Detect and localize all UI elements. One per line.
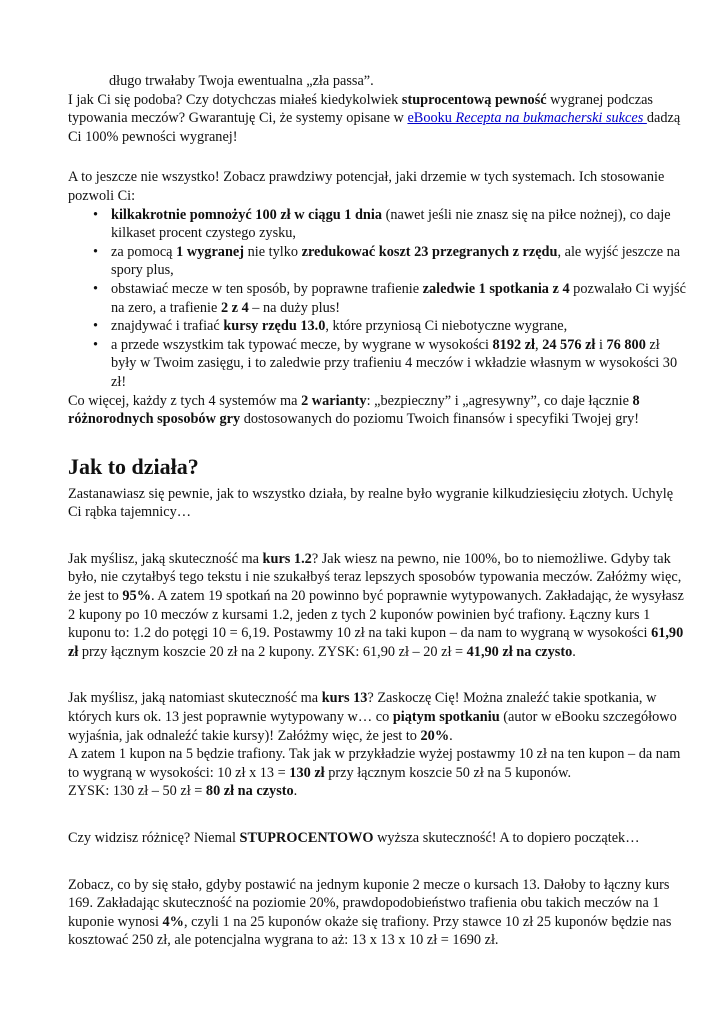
- text: Zobacz, co by się stało, gdyby postawić na jednym kuponie 2 mecze o kursach 13. Dałoby to łączny kurs 169. Zakładając skuteczność na poziomie 20%, prawdopodobieństwo trafienia obu takich meczów na 1 kuponie wynosi: [68, 876, 670, 930]
- bold-text: 61,90 zł: [68, 625, 684, 660]
- list-item: [93, 317, 688, 336]
- text: nie tylko: [244, 243, 302, 260]
- text: . A zatem 19 spotkań na 20 powinno być poprawnie wytypowanych. Zakładając, że wysyłasz 2 kupony po 10 meczów z kursami 1.2, jeden z tych 2 kuponów powinien być trafiony. Łączny kurs 1 kuponu to: 1.2 do potęgi 10 = 6,19. Postawmy 10 zł na taki kupon – da nam to wygraną w wysokości: [68, 588, 684, 642]
- text: .: [449, 727, 453, 744]
- paragraph-certainty: [68, 91, 688, 147]
- text: Jak myślisz, jaką skuteczność ma: [68, 550, 263, 567]
- text: ? Jak wiesz na pewno, nie 100%, bo to niemożliwe. Gdyby tak było, nie czytałbyś tego tekstu i nie szukałbyś teraz lepszych sposobów typowania meczów. Załóżmy więc, że jest to: [68, 550, 682, 605]
- bold-text: 24 576 zł: [542, 336, 596, 353]
- bold-text: 4%: [162, 913, 184, 930]
- text: przy łącznym koszcie 20 zł na 2 kupony. ZYSK: 61,90 zł – 20 zł =: [78, 643, 467, 660]
- bold-text: kurs 13: [321, 690, 368, 707]
- text: przy łącznym koszcie 50 zł na 5 kuponów.: [324, 764, 572, 781]
- text: wyższa skuteczność! A to dopiero początek…: [373, 830, 640, 846]
- bold-text: 80 zł na czysto: [205, 783, 294, 800]
- text: zł były w Twoim zasięgu, i to zaledwie przy trafieniu 4 meczów i wkładzie własnym w wysokości 30 zł!: [111, 336, 678, 390]
- paragraph-difference: [68, 829, 688, 848]
- list-item: [93, 243, 688, 280]
- list-item: [93, 206, 688, 243]
- text: ? Zaskoczę Cię! Można znaleźć takie spotkania, w których kurs ok. 13 jest poprawnie wytypowany w… co: [68, 690, 657, 726]
- text: , ale wyjść jeszcze na spory plus,: [111, 243, 681, 279]
- text: obstawiać mecze w ten sposób, by poprawne trafienie: [111, 280, 423, 297]
- paragraph-intro: Zastanawiasz się pewnie, jak to wszystko działa, by realne było wygranie kilkudziesięciu złotych. Uchylę Ci rąbka tajemnicy…: [68, 485, 674, 521]
- bold-text: zredukować koszt 23 przegranych z rzędu: [301, 243, 558, 260]
- text: .: [572, 643, 576, 660]
- paragraph-odds-1-2: [68, 550, 688, 662]
- text: wygranej podczas typowania meczów? Gwarantuję Ci, że systemy opisane w: [68, 91, 653, 127]
- text: a przede wszystkim tak typować mecze, by wygrane w wysokości: [111, 336, 493, 353]
- link-title[interactable]: Recepta na bukmacherski sukces: [455, 110, 647, 127]
- text: dostosowanych do poziomu Twoich finansów i specyfiki Twojej gry!: [240, 411, 640, 428]
- continuation-line: długo trwałaby Twoja ewentualna „zła passa”.: [109, 73, 374, 89]
- bold-text: kilkakrotnie pomnożyć 100 zł w ciągu 1 dnia: [111, 206, 383, 223]
- text: , które przyniosą Ci niebotyczne wygrane,: [325, 318, 568, 335]
- bold-text: zaledwie 1 spotkania z 4: [422, 280, 570, 297]
- text: za pomocą: [111, 243, 177, 260]
- text: I jak Ci się podoba? Czy dotychczas miałeś kiedykolwiek: [68, 91, 402, 108]
- bold-text: 41,90 zł na czysto: [466, 643, 573, 660]
- ebook-link[interactable]: [407, 110, 646, 126]
- text: A zatem 1 kupon na 5 będzie trafiony. Tak jak w przykładzie wyżej postawmy 10 zł na ten kupon – da nam to wygraną w wysokości: 10 zł x 13 =: [68, 746, 681, 781]
- list-item: [93, 336, 688, 392]
- paragraph-odds-13: [68, 689, 688, 745]
- bold-text: 95%: [122, 588, 151, 605]
- text: Jak myślisz, jaką natomiast skuteczność ma: [68, 690, 322, 707]
- text: ,: [535, 336, 543, 353]
- list-item: [93, 280, 688, 317]
- text: i: [595, 336, 607, 353]
- bold-text: 8 różnorodnych sposobów gry: [68, 392, 640, 428]
- paragraph-potential: A to jeszcze nie wszystko! Zobacz prawdziwy potencjał, jaki drzemie w tych systemach. Ich stosowanie pozwoli Ci:: [68, 169, 665, 204]
- text: , czyli 1 na 25 kuponów okaże się trafiony. Przy stawce 10 zł 25 kuponów będzie nas kosztować 250 zł, ale potencjalna wygrana to aż: 13 x 13 x 10 zł = 1690 zł.: [68, 913, 672, 949]
- bold-text: STUPROCENTOWO: [239, 830, 374, 846]
- text: : „bezpieczny” i „agresywny”, co daje łącznie: [366, 392, 633, 409]
- paragraph-odds-13-line2: [68, 745, 688, 782]
- text: pozwalało Ci wyjść na zero, a trafienie: [111, 280, 686, 316]
- bold-text: 2 warianty: [301, 392, 367, 409]
- bold-text: piątym spotkaniu: [392, 709, 500, 726]
- bold-text: 76 800: [606, 336, 646, 353]
- text: (nawet jeśli nie znasz się na piłce nożnej), co daje kilkaset procent czystego zysku,: [111, 206, 671, 242]
- bold-text: 8192 zł: [492, 336, 536, 353]
- section-heading: Jak to działa?: [68, 453, 199, 479]
- text: – na duży plus!: [248, 299, 341, 316]
- paragraph-variants: [68, 392, 688, 429]
- paragraph-combined: [68, 876, 688, 950]
- link-text[interactable]: eBooku: [407, 110, 456, 127]
- text: Co więcej, każdy z tych 4 systemów ma: [68, 392, 302, 409]
- bold-text: 20%: [420, 727, 450, 744]
- bold-text: 2 z 4: [220, 299, 249, 316]
- text: .: [293, 783, 298, 800]
- bold-text: stuprocentową pewność: [401, 91, 547, 108]
- bold-text: 1 wygranej: [176, 243, 245, 260]
- document-page: [68, 72, 688, 950]
- paragraph-odds-13-line3: [68, 782, 688, 801]
- benefits-list: [68, 206, 688, 392]
- text: ZYSK: 130 zł – 50 zł =: [68, 783, 206, 800]
- bold-text: kurs 1.2: [262, 550, 312, 567]
- bold-text: 130 zł: [289, 764, 325, 781]
- text: dadzą Ci 100% pewności wygranej!: [68, 110, 681, 145]
- text: znajdywać i trafiać: [111, 318, 224, 335]
- text: (autor w eBooku szczegółowo wyjaśnia, jak odnaleźć takie kursy)! Załóżmy więc, że jest to: [68, 709, 677, 744]
- text: Czy widzisz różnicę? Niemal: [68, 830, 240, 846]
- bold-text: kursy rzędu 13.0: [223, 318, 326, 335]
